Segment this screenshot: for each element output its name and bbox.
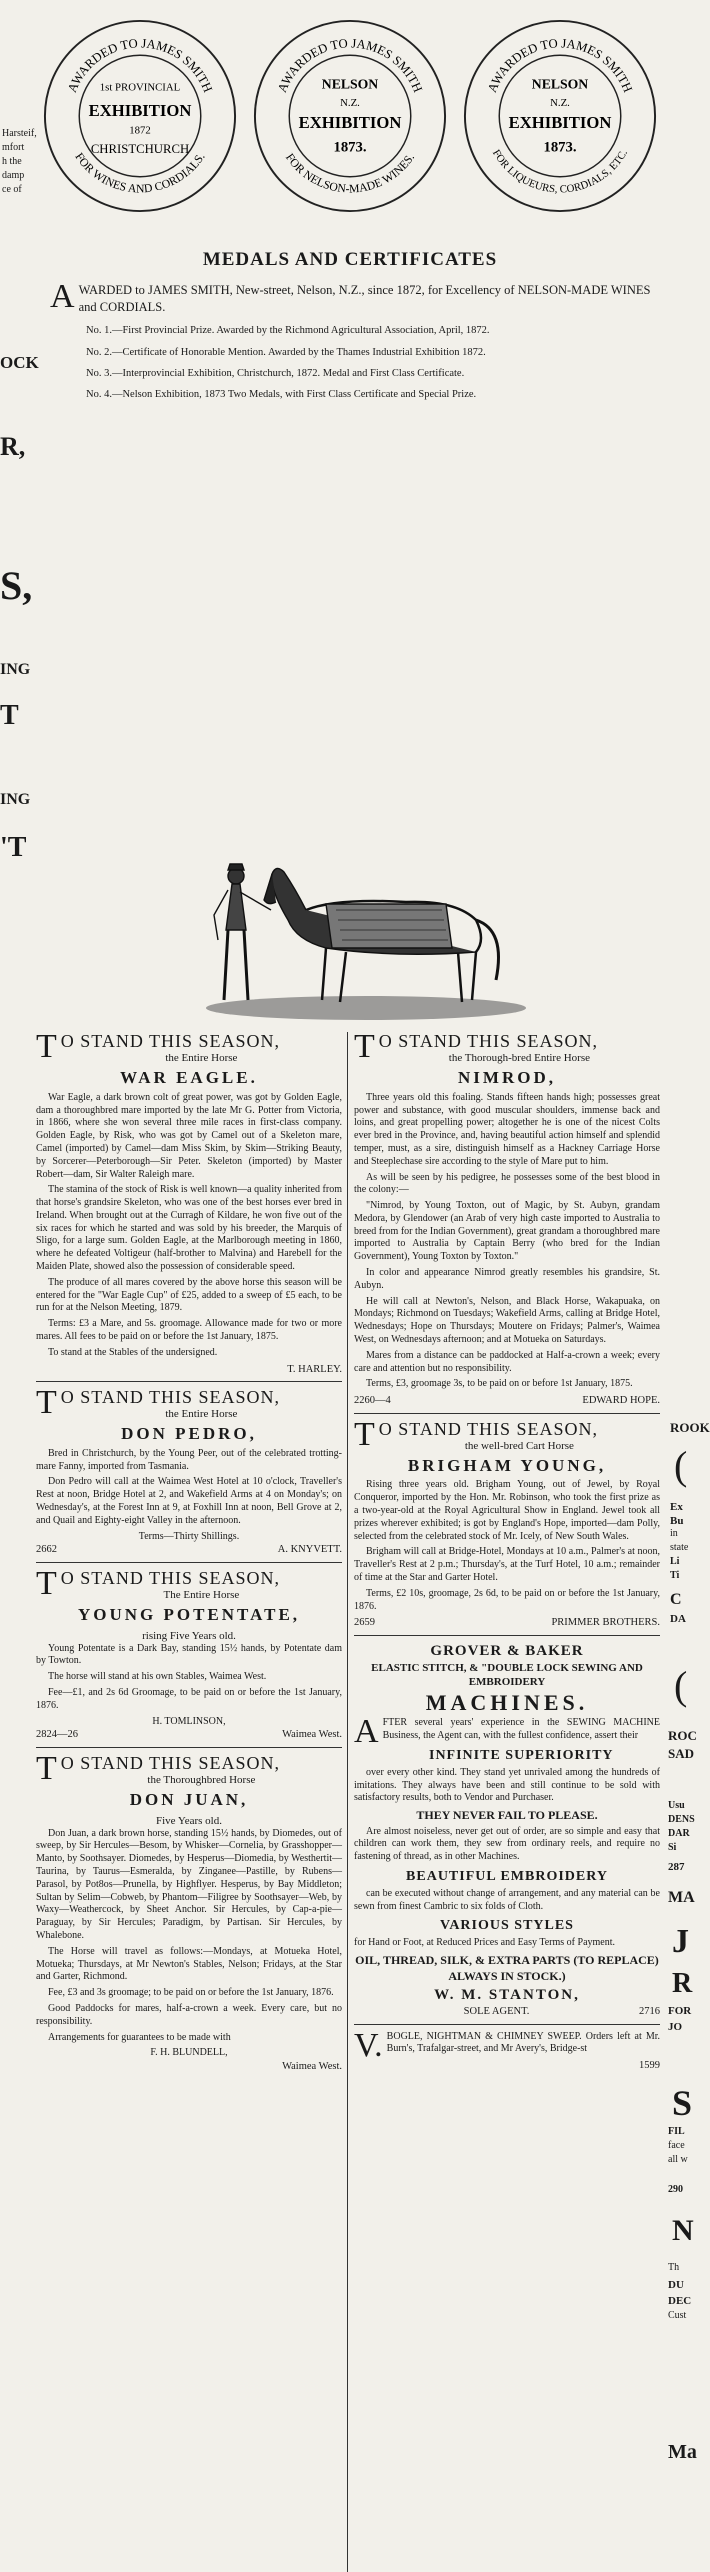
paragraph: Don Pedro will call at the Waimea West Hotel at 10 o'clock, Traveller's Rest at noon, Bridge Hotel at 2, and Wakefield Arms at 4 on Monday's; on Wednesday's, at the Forest Inn at 9, at Foxhill Inn at noon, Bell Grove at 2, and Quail and Eighty-eight Valley in the afternoon. [36, 1476, 342, 1526]
edge-fragment: ( [674, 1443, 688, 1488]
ad-number: 2662 [36, 1544, 57, 1556]
paragraph: Terms, £3, groomage 3s, to be paid on or before 1st January, 1875. [366, 1378, 633, 1390]
horse-name: WAR EAGLE. [120, 1067, 258, 1087]
edge-fragment: DA [670, 1613, 686, 1625]
edge-fragment: in [670, 1528, 678, 1539]
ad-grover-baker [354, 1642, 660, 2025]
heading-text: O STAND THIS SEASON, [60, 1387, 281, 1408]
paragraph: Are almost noiseless, never get out of order, are so simple and easy that children can work them, they sew from ordinary reels, and require no fastening of thread, as in other Machines. [354, 1825, 660, 1863]
ad-subheading: the well-bred Cart Horse [464, 1439, 574, 1452]
ad-number: 2260—4 [354, 1395, 391, 1407]
ad-body [36, 1092, 342, 1360]
medal-bottom-text: FOR NELSON-MADE WINES. [282, 151, 418, 196]
horse-name: DON PEDRO, [121, 1424, 257, 1444]
section-heading: INFINITE SUPERIORITY [429, 1747, 614, 1763]
ad-number: 2659 [354, 1617, 375, 1629]
left-column [36, 1028, 342, 2572]
heading-text: O STAND THIS SEASON, [60, 1031, 281, 1051]
paragraph: Terms, £2 10s, groomage, 2s 6d, to be paid on or before the 1st January, 1876. [354, 1587, 660, 1612]
ad-body [36, 1448, 342, 1528]
edge-fragment: ING [0, 661, 31, 678]
medal-row [36, 0, 664, 240]
paragraph: Mares from a distance can be paddocked at Half-a-crown a week; every care and attention but no responsibility. [354, 1349, 660, 1374]
paragraph: "Nimrod, by Young Toxton, out of Magic, by St. Aubyn, grandam Medora, by Glendower (an Arab of very high caste imported to Australia to breed from for the Indian Government), great grandam a thoroughbred mare imported to Australia by Captain Berry (who bred for the Indian Government), Young Toxton by Toxton." [354, 1200, 660, 1263]
signature-row [36, 1728, 342, 1741]
ad-number: 1599 [639, 2060, 660, 2072]
ad-number: 2716 [639, 2006, 660, 2018]
ad-number: 2824—26 [36, 1729, 78, 1741]
edge-fragment: DU [668, 2279, 684, 2291]
paragraph: Arrangements for guarantees to be made with [48, 2031, 231, 2043]
edge-fragment: 'T [0, 832, 27, 863]
paragraph: Good Paddocks for mares, half-a-crown a week. Every care, but no responsibility. [36, 2003, 342, 2027]
medal-top-text: AWARDED TO JAMES SMITH [485, 36, 635, 95]
signature-place: Waimea West. [282, 2061, 342, 2073]
medal-line: NELSON [531, 76, 589, 92]
heading-text: O STAND THIS SEASON, [60, 1567, 281, 1588]
edge-fragment: Si [668, 1842, 677, 1853]
page-title: MEDALS AND CERTIFICATES [202, 249, 498, 270]
ad-body [354, 2026, 660, 2064]
signature: PRIMMER BROTHERS. [551, 1617, 660, 1629]
horse-age: Five Years old. [155, 1814, 222, 1827]
section-heading: OIL, THREAD, SILK, & EXTRA PARTS (TO REPLACE) ALWAYS IN STOCK.) [355, 1953, 659, 1983]
agent-title: SOLE AGENT. [463, 2006, 530, 2018]
edge-fragment: R [672, 1968, 693, 1999]
horse-age: rising Five Years old. [142, 1629, 236, 1642]
ad-subheading: The Entire Horse [163, 1588, 240, 1601]
ad-body [36, 1828, 342, 2045]
signature: T. HARLEY. [287, 1363, 342, 1375]
ad-war-eagle [36, 1028, 342, 1382]
left-edge-column [0, 0, 39, 2572]
paragraph: The produce of all mares covered by the above horse this season will be entered for the "War Eagle Cup" of £25, added to a sweep of £5 each, to be run for at the Nelson Meeting, 1879. [36, 1276, 342, 1314]
signature: F. H. BLUNDELL, [150, 2047, 228, 2059]
drop-cap: T [354, 1028, 376, 1065]
edge-fragment: Ti [670, 1570, 680, 1581]
edge-fragment: Th [668, 2262, 680, 2273]
medal-year: 1873. [333, 139, 367, 156]
drop-cap: T [36, 1749, 58, 1787]
edge-fragment: R, [0, 432, 26, 461]
drop-cap: V. [354, 2026, 383, 2064]
medal-top-text: AWARDED TO JAMES SMITH [65, 36, 215, 95]
drop-cap: A [50, 278, 75, 316]
right-column [354, 1028, 660, 2572]
column-divider [347, 1032, 348, 2572]
signature-row [354, 2005, 660, 2018]
award-item: No. 3.—Interprovincial Exhibition, Christchurch, 1872. Medal and First Class Certificate. [86, 367, 465, 379]
heading-text: O STAND THIS SEASON, [378, 1418, 599, 1439]
edge-fragment: DEC [668, 2295, 692, 2307]
ad-body [354, 1092, 660, 1392]
advertisement-columns [36, 1028, 664, 2572]
ad-subheading: the Thoroughbred Horse [147, 1773, 256, 1786]
signature-place: Waimea West. [282, 1729, 342, 1741]
edge-fragment: Harsteif, [2, 128, 37, 139]
intro-text: FTER several years' experience in the SEWING MACHINE Business, the Agent can, with the fullest confidence, assert their [382, 1717, 660, 1742]
paragraph: Bred in Christchurch, by the Young Peer, out of the celebrated trotting-mare Fanny, imported from Tasmania. [36, 1447, 342, 1472]
award-item: No. 2.—Certificate of Honorable Mention. Awarded by the Thames Industrial Exhibition 1872. [86, 346, 486, 358]
ad-brigham-young [354, 1415, 660, 1636]
ad-subtitle: ELASTIC STITCH, & "DOUBLE LOCK SEWING AND EMBROIDERY [371, 1662, 643, 1689]
ad-don-juan [36, 1749, 342, 2079]
paragraph: The horse will stand at his own Stables, Waimea West. [48, 1671, 267, 1683]
ad-young-potentate [36, 1564, 342, 1748]
paragraph: The stamina of the stock of Risk is well known—a quality inherited from that horse's grandsire Skeleton, who was one of the best horses ever bred in Ireland. When brought out at the Curragh of Kildare, he won five out of the six races for which he started and was sold by his breeder, the Marquis of Sligo, for a large sum. Golden Eagle, at the Marlborough meeting in 1860, where he defeated Voltigeur (half-brother to Malvina) and Harebell for the Maiden Plate, showed also the possession of considerable speed. [36, 1184, 342, 1273]
award-text: WARDED to JAMES SMITH, New-street, Nelson, N.Z., since 1872, for Excellency of NELSON-MADE WINES and CORDIALS. [78, 283, 651, 315]
horse-and-groom-illustration [176, 840, 536, 1025]
edge-fragment: SAD [668, 1746, 695, 1761]
edge-fragment: FIL [668, 2126, 685, 2137]
edge-fragment: ING [0, 791, 31, 808]
paragraph: Young Potentate is a Dark Bay, standing 15½ hands, by Potentate dam by Towton. [36, 1642, 342, 1667]
edge-fragment: FOR [668, 2005, 692, 2017]
ad-nimrod [354, 1028, 660, 1414]
medal-top-text: AWARDED TO JAMES SMITH [275, 36, 425, 95]
drop-cap: A [354, 1713, 379, 1751]
edge-fragment: Ex [670, 1501, 683, 1513]
paragraph [354, 2026, 660, 2064]
edge-fragment: h the [2, 156, 22, 167]
edge-fragment: DENS [668, 1814, 695, 1825]
paragraph: Brigham will call at Bridge-Hotel, Mondays at 10 a.m., Palmer's at noon, Traveller's Rest at 2 p.m.; Thursday's, at the Turf Hotel, 10 a.m.; remainder of time at the Star and Garter Hotel. [354, 1546, 660, 1583]
heading-text: O STAND THIS SEASON, [378, 1031, 599, 1051]
section-heading: THEY NEVER FAIL TO PLEASE. [416, 1808, 598, 1823]
drop-cap: T [36, 1028, 58, 1065]
edge-fragment: 287 [668, 1861, 685, 1873]
paragraph: Three years old this foaling. Stands fifteen hands high; possesses great power and substance, with good muscular shoulders, immense back and loins, and great propelling power; altogether he is one of the nicest Colts ever bred in the Province, and, having beautiful action himself and splendid temper, must, as a sire, distinguish himself as a Hackney Carriage Horse and Steeplechase sire according to the style of Mare put to him. [354, 1091, 660, 1167]
medal-bottom-text: FOR WINES AND CORDIALS. [72, 150, 208, 196]
edge-fragment: J [672, 1923, 689, 1960]
edge-fragment: C [670, 1591, 682, 1608]
edge-fragment: Usu [668, 1800, 685, 1811]
horse-name: DON JUAN, [129, 1789, 249, 1809]
terms: Terms—Thirty Shillings. [138, 1530, 240, 1542]
medals-header [36, 248, 664, 410]
edge-fragment: Cust [668, 2310, 687, 2321]
medal-line: N.Z. [550, 97, 570, 110]
ad-subheading: the Entire Horse [165, 1051, 238, 1064]
medal-line: EXHIBITION [88, 101, 192, 120]
edge-fragment: face [668, 2140, 685, 2151]
ad-subheading: the Entire Horse [165, 1407, 238, 1420]
horse-name: BRIGHAM YOUNG, [407, 1455, 607, 1475]
award-item: No. 1.—First Provincial Prize. Awarded by the Richmond Agricultural Association, April, 1872. [86, 325, 490, 337]
award-statement [50, 278, 664, 316]
drop-cap: T [36, 1384, 58, 1422]
edge-fragment: T [0, 700, 19, 731]
signature-row [354, 1616, 660, 1629]
signature: EDWARD HOPE. [582, 1395, 660, 1407]
medal-bottom-text: FOR LIQUEURS, CORDIALS, ETC. [489, 147, 631, 196]
ad-don-pedro [36, 1384, 342, 1563]
edge-fragment: N [672, 2214, 694, 2247]
medal-nelson-liqueurs-1873 [462, 18, 658, 214]
paragraph: can be executed without change of arrangement, and any material can be sewn from finest Cambric to six folds of Cloth. [354, 1887, 660, 1912]
medal-line: NELSON [321, 76, 379, 92]
agent-name: W. M. STANTON, [434, 1986, 580, 2003]
medal-year: 1872 [129, 124, 151, 137]
edge-fragment: Li [670, 1556, 680, 1567]
edge-fragment: damp [2, 170, 25, 181]
edge-fragment: OCK [0, 353, 39, 372]
medal-line: N.Z. [340, 97, 360, 110]
ad-bogle-sweep [354, 2026, 660, 2078]
medal-year: 1873. [543, 139, 577, 156]
medal-line: 1st PROVINCIAL [99, 81, 181, 94]
ad-body [354, 1713, 660, 1984]
edge-fragment: DAR [668, 1828, 690, 1839]
signature-row [36, 1543, 342, 1556]
medal-place: CHRISTCHURCH [90, 142, 190, 157]
paragraph: Fee—£1, and 2s 6d Groomage, to be paid on or before the 1st January, 1876. [36, 1687, 342, 1711]
edge-fragment: mfort [2, 142, 25, 153]
ad-big-heading: MACHINES. [425, 1690, 589, 1716]
section-heading: VARIOUS STYLES [440, 1918, 574, 1934]
intro-paragraph [354, 1713, 660, 1751]
edge-fragment: ROOK [670, 1420, 710, 1435]
edge-fragment: ROC [668, 1728, 697, 1743]
paragraph: Rising three years old. Brigham Young, out of Jewel, by Royal Conqueror, imported by the Hon. Mr. Robinson, who took the first prize as a two-year-old at the Royal Agricultural Show in England. Jewel took all prizes wherever exhibited; is got by England's Hope, imported—dam Polly, selected from the celebrated stock of Mr. Icely, of New South Wales. [354, 1479, 660, 1542]
ad-title: GROVER & BAKER [430, 1642, 584, 1659]
section-heading: BEAUTIFUL EMBROIDERY [406, 1868, 608, 1884]
drop-cap: T [354, 1415, 376, 1453]
edge-fragment: S, [0, 563, 33, 608]
paragraph: The Horse will travel as follows:—Mondays, at Motueka Hotel, Motueka; Thursdays, at Mr Newton's Stables, Nelson; Fridays, at the Star and Garter, Richmond. [36, 1945, 342, 1983]
edge-fragment: ( [674, 1663, 688, 1708]
edge-fragment: Ma [668, 2441, 697, 2463]
right-edge-column [664, 0, 710, 2572]
horse-name: NIMROD, [458, 1067, 556, 1087]
heading-text: O STAND THIS SEASON, [60, 1752, 281, 1773]
paragraph: for Hand or Foot, at Reduced Prices and Easy Terms of Payment. [354, 1937, 616, 1949]
paragraph: In color and appearance Nimrod greatly resembles his grandsire, St. Aubyn. [354, 1267, 660, 1291]
edge-fragment: state [670, 1542, 689, 1553]
edge-fragment: all w [668, 2154, 688, 2165]
paragraph: He will call at Newton's, Nelson, and Black Horse, Wakapuaka, on Mondays; Richmond on Tuesdays; Wakefield Arms, calling at Bridge Hotel, Wednesdays; Hope on Thursdays; Moutere on Fridays; Palmer's, Waimea West, on Wednesdays afternoon; and at Motueka on Saturdays. [354, 1295, 660, 1346]
edge-fragment: JO [668, 2021, 683, 2033]
ad-body [354, 1479, 660, 1613]
paragraph: over every other kind. They stand yet unrivaled among the hundreds of imitations. They always have been and still continue to be sold with satisfactory results, both to Vendor and Purchaser. [354, 1766, 660, 1804]
medal-line: EXHIBITION [298, 112, 402, 132]
edge-fragment: MA [668, 1889, 695, 1906]
ad-subheading: the Thorough-bred Entire Horse [448, 1051, 590, 1064]
drop-cap: T [36, 1564, 58, 1602]
award-list [58, 324, 648, 402]
signature: H. TOMLINSON, [152, 1715, 226, 1727]
main-content [36, 0, 664, 2572]
sweep-text: BOGLE, NIGHTMAN & CHIMNEY SWEEP. Orders left at Mr. Burn's, Trafalgar-street, and Mr Avery's, Bridge-st [386, 2030, 660, 2055]
edge-fragment: 290 [668, 2184, 683, 2195]
award-item: No. 4.—Nelson Exhibition, 1873 Two Medals, with First Class Certificate and Special Prize. [86, 389, 477, 401]
medal-nelson-wines-1873 [252, 18, 448, 214]
horse-name: YOUNG POTENTATE, [77, 1604, 301, 1624]
paragraph: As will be seen by his pedigree, he possesses some of the best blood in the colony:— [354, 1171, 660, 1196]
medal-line: EXHIBITION [508, 112, 612, 132]
signature-row [354, 1394, 660, 1407]
paragraph: War Eagle, a dark brown colt of great power, was got by Golden Eagle, dam a thoroughbred mare imported by the late Mr G. Potter from Victoria, in 1866, where she won several three mile races in first-class company. Golden Eagle, by Risk, who was got by Camel out of a Skeleton mare, Camel (imported) by Camel—dam Miss Skim, by Skim—Striking Beauty, by Sorcerer—Peterborough—Sir Peter. Skeleton (imported) by Master Robert—dam, Sir Walter Raleigh mare. [36, 1091, 342, 1180]
ad-body [36, 1643, 342, 1713]
edge-fragment: ce of [2, 184, 22, 195]
edge-fragment: S [672, 2083, 693, 2123]
paragraph: Don Juan, a dark brown horse, standing 15½ hands, by Diomedes, out of sweep, by Sir Hercules—Besom, by Whisker—Cornelia, by Grasshopper—Manto, by Soothsayer. Diomedes, by Hesperus—Diomedia, by Westhertit—Taurina, by Taurus—Esmeralda, by Zinganee—Pastille, by Rubens—Parasol, by Pot8os—Prunella, by Highflyer. Hesperus, by Bay Middleton; Sultan by Selim—Cobweb, by Phantom—Filigree by Soothsayer—Web, by Waxy—Weathercock, by Sheet Anchor. Sir Hercules, by Cap-a-pie—Paraguay, by Sir Hercules; Paradigm, by Partisan. Sir Hercules, by Whalebone. [36, 1827, 342, 1942]
paragraph: To stand at the Stables of the undersigned. [48, 1346, 218, 1358]
paragraph: Fee, £3 and 3s groomage; to be paid on or before the 1st January, 1876. [48, 1987, 334, 1999]
signature: A. KNYVETT. [277, 1544, 342, 1556]
edge-fragment: Bu [670, 1515, 684, 1527]
medal-christchurch-1872 [42, 18, 238, 214]
paragraph: Terms: £3 a Mare, and 5s. groomage. Allowance made for two or more mares. All fees to be paid on or before the 1st January, 1875. [36, 1318, 342, 1343]
